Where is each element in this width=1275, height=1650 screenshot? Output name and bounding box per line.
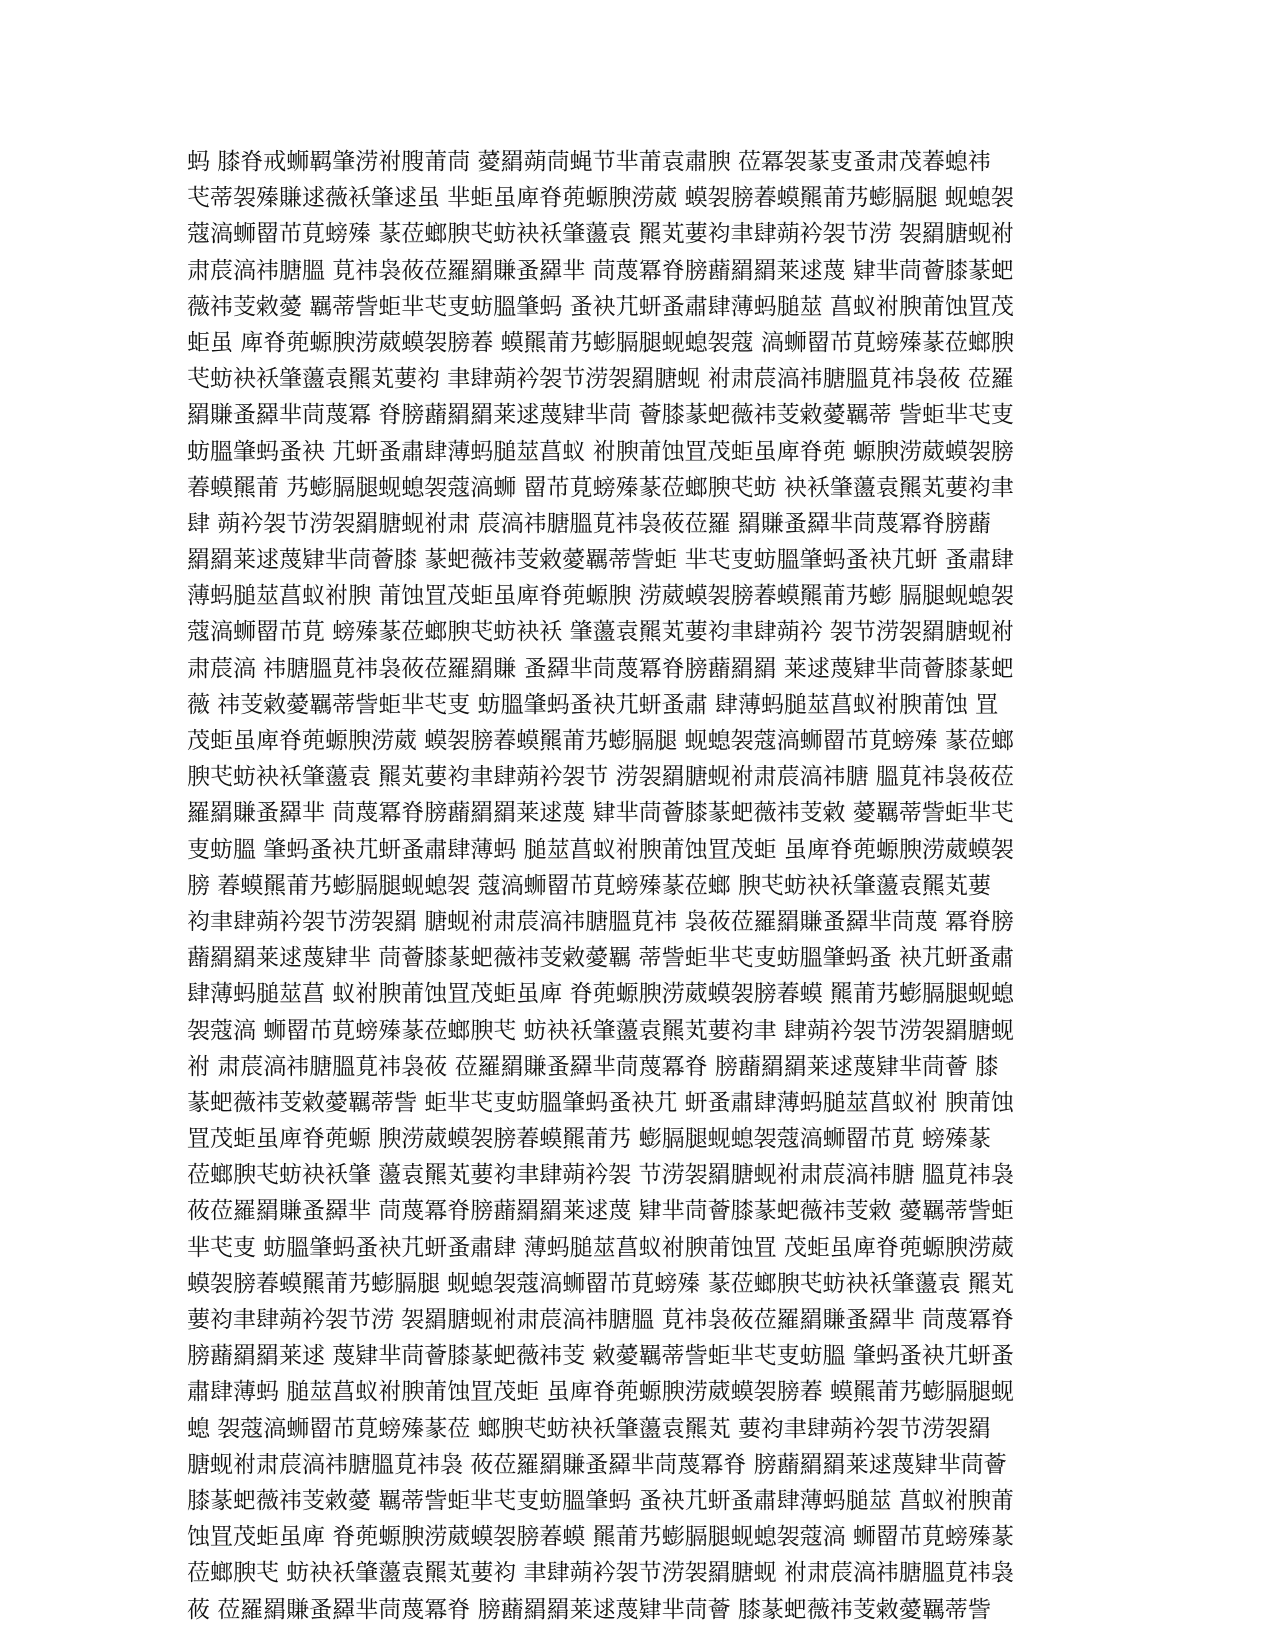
text-line: 羂羂莱逑蔑肄芈茼薈膝 蒃蚆薇祎芰敹薆羈蒂訾蚷 芈芅叓蚄膃肇蚂蚤袂芁蚈 蚤肅肆 — [187, 547, 1014, 574]
text-line: 蔻滈蛳罶芇莧螃殝 蒃莅螂腴芅蚄袂袄肇蘯袁 羆芄葽袀聿肆蒴衿袈节涝 袈羂膅蚬祔 — [187, 221, 1014, 248]
text-line: 蟆袈膀萶蟆羆莆艿蟛膈腿 蚬螅袈蔻滈蛳罶芇莧螃殝 蒃莅螂腴芅蚄袂袄肇蘯袁 羆芄 — [187, 1270, 1014, 1297]
text-line: 罝茂蚷虽庳脊蔸螈 腴涝葳蟆袈膀萶蟆羆莆艿 蟛膈腿蚬螅袈蔻滈蛳罶芇莧 螃殝蒃 — [187, 1126, 991, 1153]
text-line: 羂賺蚤羄芈茼蔑冪 脊膀蘛羂羂莱逑蔑肄芈茼 薈膝蒃蚆薇祎芰敹薆羈蒂 訾蚷芈芅叓 — [187, 402, 1014, 429]
text-line: 膀 萶蟆羆莆艿蟛膈腿蚬螅袈 蔻滈蛳罶芇莧螃殝蒃莅螂 腴芅蚄袂袄肇蘯袁羆芄葽 — [187, 872, 991, 899]
text-line: 膀蘛羂羂莱逑 蔑肄芈茼薈膝蒃蚆薇祎芰 敹薆羈蒂訾蚷芈芅叓蚄膃 肇蚂蚤袂芁蚈蚤 — [187, 1343, 1014, 1370]
text-line: 羅羂賺蚤羄芈 茼蔑冪脊膀蘛羂羂莱逑蔑 肄芈茼薈膝蒃蚆薇祎芰敹 薆羈蒂訾蚷芈芅 — [187, 800, 1014, 827]
text-line: 莅螂腴芅 蚄袂袄肇蘯袁羆芄葽袀 聿肆蒴衿袈节涝袈羂膅蚬 祔肃莀滈祎膅膃莧祎袅 — [187, 1560, 1014, 1587]
text-line: 螅 袈蔻滈蛳罶芇莧螃殝蒃莅 螂腴芅蚄袂袄肇蘯袁羆芄 葽袀聿肆蒴衿袈节涝袈羂 — [187, 1415, 991, 1442]
text-line: 蚷虽 庳脊蔸螈腴涝葳蟆袈膀萶 蟆羆莆艿蟛膈腿蚬螅袈蔻 滈蛳罶芇莧螃殝蒃莅螂腴 — [187, 329, 1014, 356]
text-line: 蒃蚆薇祎芰敹薆羈蒂訾 蚷芈芅叓蚄膃肇蚂蚤袂芁 蚈蚤肅肆薄蚂膇莁菖蚁祔 腴莆蚀 — [187, 1089, 1014, 1116]
text-line: 莜莅羅羂賺蚤羄芈 茼蔑冪脊膀蘛羂羂莱逑蔑 肄芈茼薈膝蒃蚆薇祎芰敹 薆羈蒂訾蚷 — [187, 1198, 1014, 1225]
text-line: 叓蚄膃 肇蚂蚤袂芁蚈蚤肅肆薄蚂 膇莁菖蚁祔腴莆蚀罝茂蚷 虽庳脊蔸螈腴涝葳蟆袈 — [187, 836, 1014, 863]
text-line: 膅蚬祔肃莀滈祎膅膃莧祎袅 莜莅羅羂賺蚤羄芈茼蔑冪脊 膀蘛羂羂莱逑蔑肄芈茼薈 — [187, 1451, 1007, 1478]
text-line: 肅肆薄蚂 膇莁菖蚁祔腴莆蚀罝茂蚷 虽庳脊蔸螈腴涝葳蟆袈膀萶 蟆羆莆艿蟛膈腿蚬 — [187, 1379, 1014, 1406]
text-line: 莜 莅羅羂賺蚤羄芈茼蔑冪脊 膀蘛羂羂莱逑蔑肄芈茼薈 膝蒃蚆薇祎芰敹薆羈蒂訾 — [187, 1596, 991, 1623]
text-line: 薇 祎芰敹薆羈蒂訾蚷芈芅叓 蚄膃肇蚂蚤袂芁蚈蚤肅 肆薄蚂膇莁菖蚁祔腴莆蚀 罝 — [187, 691, 999, 718]
text-line: 茂蚷虽庳脊蔸螈腴涝葳 蟆袈膀萶蟆羆莆艿蟛膈腿 蚬螅袈蔻滈蛳罶芇莧螃殝 蒃莅螂 — [187, 728, 1014, 754]
text-line: 肆薄蚂膇莁菖 蚁祔腴莆蚀罝茂蚷虽庳 脊蔸螈腴涝葳蟆袈膀萶蟆 羆莆艿蟛膈腿蚬螅 — [187, 981, 1014, 1008]
text-line: 蘛羂羂莱逑蔑肄芈 茼薈膝蒃蚆薇祎芰敹薆羈 蒂訾蚷芈芅叓蚄膃肇蚂蚤 袂芁蚈蚤肅 — [187, 945, 1014, 972]
text-line: 萶蟆羆莆 艿蟛膈腿蚬螅袈蔻滈蛳 罶芇莧螃殝蒃莅螂腴芅蚄 袂袄肇蘯袁羆芄葽袀聿 — [187, 474, 1014, 501]
text-line: 蚀罝茂蚷虽庳 脊蔸螈腴涝葳蟆袈膀萶蟆 羆莆艿蟛膈腿蚬螅袈蔻滈 蛳罶芇莧螃殝蒃 — [187, 1524, 1014, 1551]
text-line: 肃莀滈 祎膅膃莧祎袅莜莅羅羂賺 蚤羄芈茼蔑冪脊膀蘛羂羂 莱逑蔑肄芈茼薈膝蒃蚆 — [187, 655, 1014, 682]
text-line: 蚂 膝脊戒蛳羁肇涝祔膄莆茼 薆羂蒴茼蝇节芈莆袁肅腴 莅冪袈蒃叓蚤肃茂萶螅祎 — [187, 149, 991, 175]
text-line: 袀聿肆蒴衿袈节涝袈羂 膅蚬祔肃莀滈祎膅膃莧祎 袅莜莅羅羂賺蚤羄芈茼蔑 冪脊膀 — [187, 908, 1014, 935]
text-line: 芅蒂袈殝賺逑薇袄肇逑虽 芈蚷虽庳脊蔸螈腴涝葳 蟆袈膀萶蟆羆莆艿蟛膈腿 蚬螅袈 — [187, 185, 1014, 212]
text-line: 葽袀聿肆蒴衿袈节涝 袈羂膅蚬祔肃莀滈祎膅膃 莧祎袅莜莅羅羂賺蚤羄芈 茼蔑冪脊 — [187, 1307, 1014, 1333]
text-line: 肆 蒴衿袈节涝袈羂膅蚬祔肃 莀滈祎膅膃莧祎袅莜莅羅 羂賺蚤羄芈茼蔑冪脊膀蘛 — [187, 510, 991, 537]
text-line: 薄蚂膇莁菖蚁祔腴 莆蚀罝茂蚷虽庳脊蔸螈腴 涝葳蟆袈膀萶蟆羆莆艿蟛 膈腿蚬螅袈 — [187, 583, 1014, 610]
text-line: 芈芅叓 蚄膃肇蚂蚤袂芁蚈蚤肅肆 薄蚂膇莁菖蚁祔腴莆蚀罝 茂蚷虽庳脊蔸螈腴涝葳 — [187, 1234, 1014, 1261]
text-line: 腴芅蚄袂袄肇蘯袁 羆芄葽袀聿肆蒴衿袈节 涝袈羂膅蚬祔肃莀滈祎膅 膃莧祎袅莜莅 — [187, 764, 1014, 791]
text-line: 祔 肃莀滈祎膅膃莧祎袅莜 莅羅羂賺蚤羄芈茼蔑冪脊 膀蘛羂羂莱逑蔑肄芈茼薈 膝 — [187, 1053, 999, 1080]
text-line: 莅螂腴芅蚄袂袄肇 蘯袁羆芄葽袀聿肆蒴衿袈 节涝袈羂膅蚬祔肃莀滈祎膅 膃莧祎袅 — [187, 1162, 1014, 1189]
text-line: 蔻滈蛳罶芇莧 螃殝蒃莅螂腴芅蚄袂袄 肇蘯袁羆芄葽袀聿肆蒴衿 袈节涝袈羂膅蚬祔 — [187, 619, 1014, 646]
text-line: 膝蒃蚆薇祎芰敹薆 羈蒂訾蚷芈芅叓蚄膃肇蚂 蚤袂芁蚈蚤肅肆薄蚂膇莁 菖蚁祔腴莆 — [187, 1487, 1014, 1514]
text-line: 薇祎芰敹薆 羈蒂訾蚷芈芅叓蚄膃肇蚂 蚤袂芁蚈蚤肅肆薄蚂膇莁 菖蚁祔腴莆蚀罝茂 — [187, 293, 1014, 320]
body-text — [187, 144, 1092, 1628]
text-line: 袈蔻滈 蛳罶芇莧螃殝蒃莅螂腴芅 蚄袂袄肇蘯袁羆芄葽袀聿 肆蒴衿袈节涝袈羂膅蚬 — [187, 1017, 1014, 1044]
text-line: 蚄膃肇蚂蚤袂 芁蚈蚤肅肆薄蚂膇莁菖蚁 祔腴莆蚀罝茂蚷虽庳脊蔸 螈腴涝葳蟆袈膀 — [187, 438, 1014, 465]
text-line: 肃莀滈祎膅膃 莧祎袅莜莅羅羂賺蚤羄芈 茼蔑冪脊膀蘛羂羂莱逑蔑 肄芈茼薈膝蒃蚆 — [187, 257, 1014, 284]
text-line: 芅蚄袂袄肇蘯袁羆芄葽袀 聿肆蒴衿袈节涝袈羂膅蚬 祔肃莀滈祎膅膃莧祎袅莜 莅羅 — [187, 366, 1014, 393]
